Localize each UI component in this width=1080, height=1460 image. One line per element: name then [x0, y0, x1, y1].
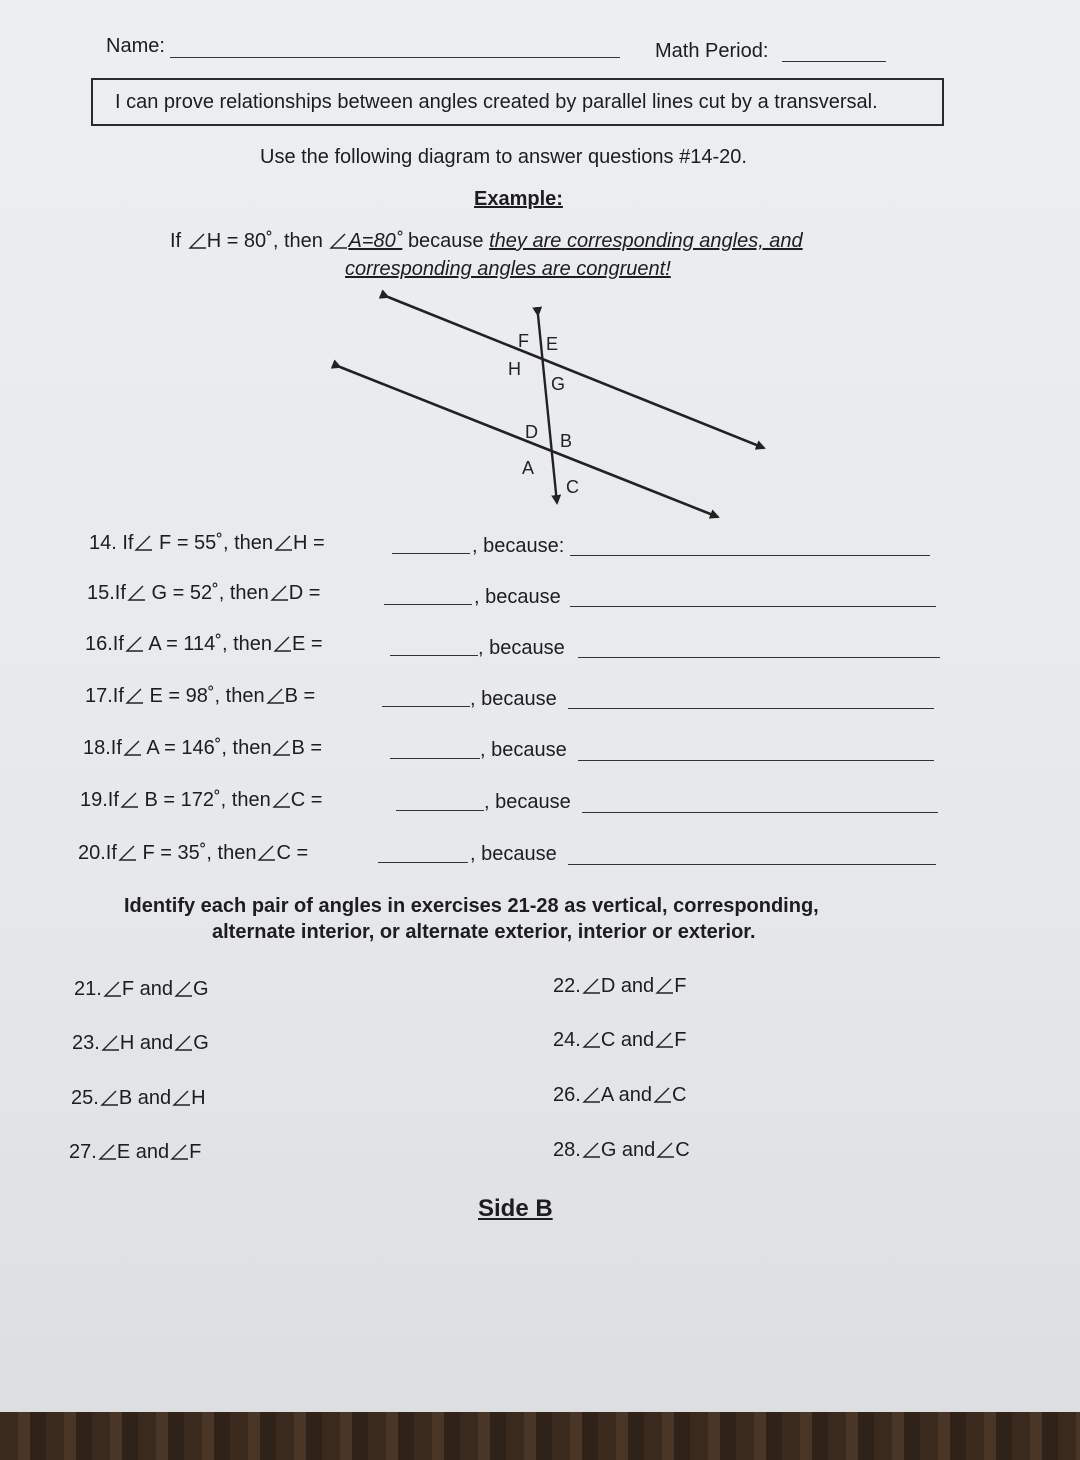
- period-label: Math Period:: [655, 40, 769, 62]
- instructions: Use the following diagram to answer questions #14-20.: [260, 146, 747, 168]
- example-reason-2: corresponding angles are congruent!: [345, 258, 671, 280]
- pair-num: 23.: [72, 1032, 100, 1054]
- angle-icon: [582, 1087, 600, 1103]
- reason-blank-19[interactable]: [582, 812, 938, 813]
- q-find: B =: [291, 737, 323, 759]
- angle-icon: [125, 688, 143, 704]
- pair-a: E and: [116, 1141, 170, 1163]
- question-19: [80, 789, 322, 812]
- answer-blank-18[interactable]: [390, 758, 480, 759]
- angle-icon: [274, 535, 292, 551]
- q-given: F = 55˚, then: [159, 532, 274, 554]
- q-find: D =: [288, 582, 321, 604]
- q-given: A = 114˚, then: [148, 633, 272, 655]
- angle-icon: [174, 981, 192, 997]
- table-edge: [0, 1412, 1080, 1460]
- q-num: 18.If: [83, 737, 122, 759]
- pair-27: [69, 1141, 201, 1164]
- answer-blank-17[interactable]: [382, 706, 470, 707]
- question-14: [89, 532, 325, 555]
- name-label: Name:: [106, 35, 165, 57]
- angle-icon: [656, 1142, 674, 1158]
- example-because: because: [407, 230, 484, 252]
- objective-box: [91, 78, 944, 126]
- angle-icon: [125, 636, 143, 652]
- q-because-16: , because: [478, 637, 565, 659]
- pair-b: G: [192, 978, 209, 1000]
- q-because-18: , because: [480, 739, 567, 761]
- pair-22: [553, 975, 686, 998]
- example-given: H = 80˚, then: [206, 230, 323, 252]
- pair-b: C: [671, 1084, 687, 1106]
- pair-a: G and: [600, 1139, 656, 1161]
- angle-icon: [582, 1032, 600, 1048]
- angle-icon: [272, 740, 290, 756]
- pair-b: H: [191, 1087, 206, 1109]
- pair-b: F: [674, 975, 687, 997]
- label-H: H: [508, 359, 521, 379]
- pair-23: [72, 1032, 209, 1055]
- pair-num: 26.: [553, 1084, 581, 1106]
- pair-num: 25.: [71, 1087, 99, 1109]
- angle-icon: [582, 978, 600, 994]
- angle-icon: [582, 1142, 600, 1158]
- pair-24: [553, 1029, 686, 1052]
- pair-a: A and: [600, 1084, 652, 1106]
- q-num: 20.If: [78, 842, 117, 864]
- question-20: [78, 842, 308, 865]
- angle-icon: [172, 1090, 190, 1106]
- answer-blank-14[interactable]: [392, 553, 470, 554]
- reason-blank-20[interactable]: [568, 864, 936, 865]
- reason-blank-18[interactable]: [578, 760, 934, 761]
- angle-icon: [188, 233, 206, 249]
- reason-blank-15[interactable]: [570, 606, 936, 607]
- q-num: 15.If: [87, 582, 126, 604]
- angle-icon: [272, 792, 290, 808]
- angle-icon: [98, 1144, 116, 1160]
- angle-icon: [174, 1035, 192, 1051]
- angle-icon: [118, 845, 136, 861]
- identify-line-2: alternate interior, or alternate exterior, interior or exterior.: [212, 921, 756, 943]
- angle-icon: [266, 688, 284, 704]
- angle-icon: [100, 1090, 118, 1106]
- angle-icon: [103, 981, 121, 997]
- reason-blank-14[interactable]: [570, 555, 930, 556]
- angle-icon: [170, 1144, 188, 1160]
- q-num: 16.If: [85, 633, 124, 655]
- q-given: A = 146˚, then: [146, 737, 272, 759]
- pair-num: 28.: [553, 1139, 581, 1161]
- answer-blank-19[interactable]: [396, 810, 484, 811]
- label-C: C: [566, 477, 579, 497]
- pair-b: G: [193, 1032, 209, 1054]
- q-because-14: , because:: [472, 535, 565, 557]
- q-given: F = 35˚, then: [142, 842, 257, 864]
- angle-icon: [127, 585, 145, 601]
- label-A: A: [522, 458, 535, 478]
- q-num: 17.If: [85, 685, 124, 707]
- pair-a: C and: [600, 1029, 655, 1051]
- answer-blank-20[interactable]: [378, 862, 468, 863]
- reason-blank-16[interactable]: [578, 657, 940, 658]
- q-given: E = 98˚, then: [149, 685, 265, 707]
- q-because-20: , because: [470, 843, 557, 865]
- pair-28: [553, 1139, 690, 1162]
- q-given: G = 52˚, then: [151, 582, 269, 604]
- pair-b: C: [675, 1139, 690, 1161]
- pair-26: [553, 1084, 686, 1107]
- example-line: [170, 230, 803, 253]
- example-reason-1: they are corresponding angles, and: [489, 230, 803, 252]
- angle-icon: [101, 1035, 119, 1051]
- example-answer: A=80˚: [348, 230, 403, 252]
- angle-icon: [134, 535, 152, 551]
- pair-a: H and: [119, 1032, 174, 1054]
- parallel-lines-diagram: [330, 285, 780, 530]
- name-blank[interactable]: [170, 57, 620, 58]
- q-given: B = 172˚, then: [144, 789, 271, 811]
- angle-icon: [655, 1032, 673, 1048]
- angle-icon: [257, 845, 275, 861]
- pair-num: 22.: [553, 975, 581, 997]
- q-because-19: , because: [484, 791, 571, 813]
- angle-icon: [123, 740, 141, 756]
- q-num: 14. If: [89, 532, 134, 554]
- reason-blank-17[interactable]: [568, 708, 934, 709]
- question-15: [87, 582, 320, 605]
- q-find: H =: [293, 532, 325, 554]
- q-find: B =: [284, 685, 316, 707]
- label-F: F: [518, 331, 529, 351]
- q-because-15: , because: [474, 586, 561, 608]
- pair-25: [71, 1087, 206, 1110]
- objective-text: I can prove relationships between angles created by parallel lines cut by a transversal.: [115, 91, 878, 113]
- q-find: C =: [276, 842, 309, 864]
- pair-num: 21.: [74, 978, 102, 1000]
- pair-21: [74, 978, 209, 1001]
- q-num: 19.If: [80, 789, 119, 811]
- period-blank[interactable]: [782, 61, 886, 62]
- pair-a: F and: [121, 978, 173, 1000]
- pair-num: 27.: [69, 1141, 97, 1163]
- angle-icon: [653, 1087, 671, 1103]
- pair-a: B and: [118, 1087, 172, 1109]
- q-find: C =: [290, 789, 323, 811]
- q-find: E =: [292, 633, 323, 655]
- label-G: G: [551, 374, 566, 394]
- pair-num: 24.: [553, 1029, 581, 1051]
- label-D: D: [525, 422, 538, 442]
- identify-line-1: Identify each pair of angles in exercises 21-28 as vertical, corresponding,: [124, 895, 819, 917]
- side-label: Side B: [478, 1195, 553, 1222]
- pair-b: F: [189, 1141, 202, 1163]
- angle-icon: [655, 978, 673, 994]
- question-16: [85, 633, 323, 656]
- angle-icon: [329, 233, 347, 249]
- label-E: E: [546, 334, 559, 354]
- angle-icon: [273, 636, 291, 652]
- pair-b: F: [674, 1029, 687, 1051]
- angle-icon: [120, 792, 138, 808]
- parallel-line-bottom: [340, 367, 718, 517]
- parallel-line-top: [388, 297, 764, 448]
- example-heading: Example:: [474, 188, 563, 210]
- angle-icon: [270, 585, 288, 601]
- label-B: B: [560, 431, 573, 451]
- q-because-17: , because: [470, 688, 557, 710]
- answer-blank-15[interactable]: [384, 604, 472, 605]
- question-18: [83, 737, 322, 760]
- answer-blank-16[interactable]: [390, 655, 478, 656]
- example-if: If: [170, 230, 182, 252]
- pair-a: D and: [600, 975, 655, 997]
- question-17: [85, 685, 315, 708]
